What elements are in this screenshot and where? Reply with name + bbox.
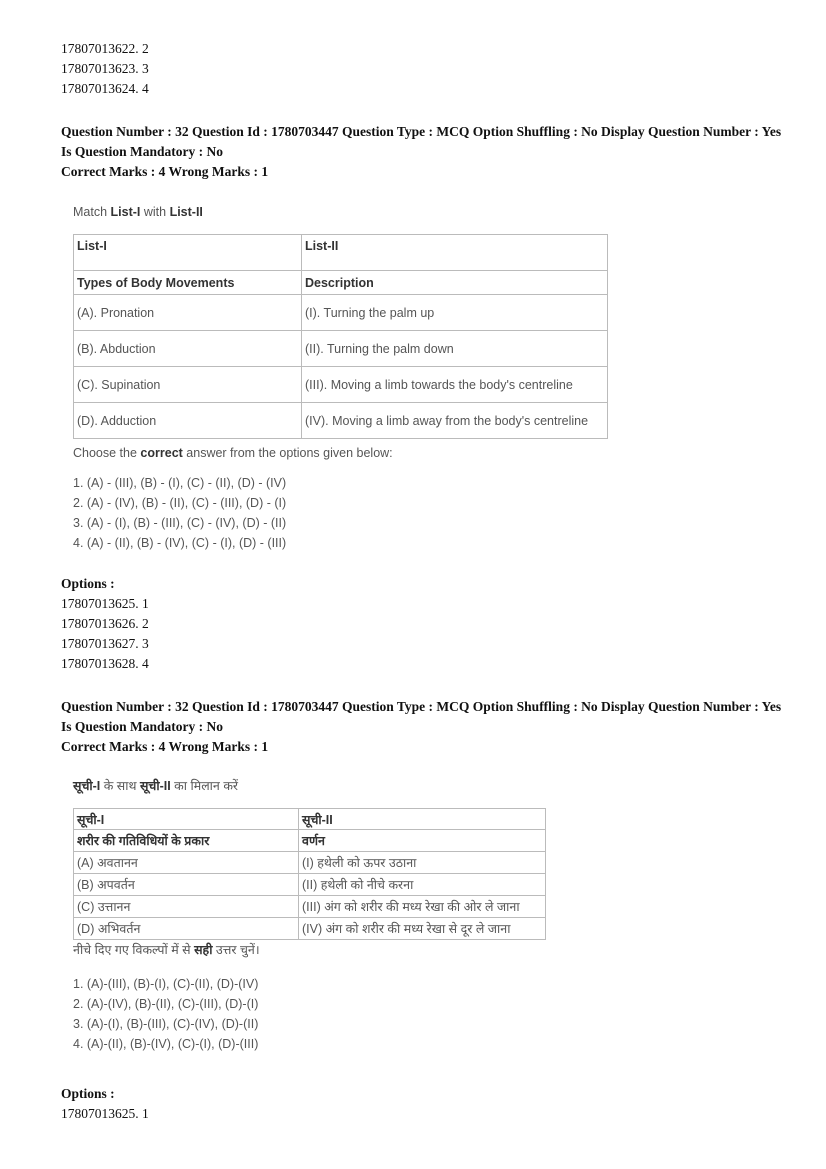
table-cell: (C) उत्तानन xyxy=(74,896,299,918)
table-row xyxy=(74,403,608,439)
top-options-list xyxy=(61,39,149,99)
answer-choice: 4. (A) - (II), (B) - (IV), (C) - (I), (D) - (III) xyxy=(73,536,287,550)
choose-instruction: नीचे दिए गए विकल्पों में से सही उत्तर चुनें। xyxy=(73,943,260,957)
answer-choice: 2. (A)-(IV), (B)-(II), (C)-(III), (D)-(I) xyxy=(73,997,259,1011)
answer-choice: 3. (A) - (I), (B) - (III), (C) - (IV), (D) - (II) xyxy=(73,516,287,530)
table-row xyxy=(74,918,546,940)
table-row xyxy=(74,874,546,896)
table-col2-title: सूची-II xyxy=(299,809,546,830)
option-line: 17807013625. 1 xyxy=(61,1106,149,1121)
table-cell: (I). Turning the palm up xyxy=(302,295,608,331)
answer-choice: 2. (A) - (IV), (B) - (II), (C) - (III), (D) - (I) xyxy=(73,496,287,510)
question-image-english xyxy=(73,204,608,553)
table-cell: (A) अवतानन xyxy=(74,852,299,874)
table-col1-header: शरीर की गतिविधियों के प्रकार xyxy=(74,830,299,852)
table-row xyxy=(74,331,608,367)
table-cell: (B). Abduction xyxy=(74,331,302,367)
table-cell: (II). Turning the palm down xyxy=(302,331,608,367)
table-cell: (IV) अंग को शरीर की मध्य रेखा से दूर ले जाना xyxy=(299,918,546,940)
table-row xyxy=(74,367,608,403)
options-section xyxy=(61,574,149,674)
option-line: 17807013627. 3 xyxy=(61,636,149,651)
question-mandatory: Is Question Mandatory : No xyxy=(61,144,224,159)
table-col1-title: सूची-I xyxy=(74,809,299,830)
table-cell: (IV). Moving a limb away from the body's centreline xyxy=(302,403,608,439)
table-cell: (B) अपवर्तन xyxy=(74,874,299,896)
table-col1-header: Types of Body Movements xyxy=(74,271,302,295)
question-prompt: सूची-I के साथ सूची-II का मिलान करें xyxy=(73,779,239,793)
options-section xyxy=(61,1084,149,1124)
question-mandatory: Is Question Mandatory : No xyxy=(61,719,224,734)
question-prompt: Match List-I with List-II xyxy=(73,205,203,219)
option-line: 17807013628. 4 xyxy=(61,656,149,671)
question-meta: Question Number : 32 Question Id : 1780703447 Question Type : MCQ Option Shuffling : No Display Question Number : Yes xyxy=(61,124,782,139)
table-col2-header: Description xyxy=(302,271,608,295)
option-line: 17807013622. 2 xyxy=(61,41,149,56)
answer-choice: 1. (A)-(III), (B)-(I), (C)-(II), (D)-(IV) xyxy=(73,977,259,991)
table-cell: (III) अंग को शरीर की मध्य रेखा की ओर ले जाना xyxy=(299,896,546,918)
option-line: 17807013624. 4 xyxy=(61,81,149,96)
answer-choices xyxy=(73,473,608,553)
table-row xyxy=(74,295,608,331)
question-marks: Correct Marks : 4 Wrong Marks : 1 xyxy=(61,164,269,179)
match-table xyxy=(73,808,546,940)
options-label: Options : xyxy=(61,576,115,591)
table-cell: (I) हथेली को ऊपर उठाना xyxy=(299,852,546,874)
table-cell: (III). Moving a limb towards the body's centreline xyxy=(302,367,608,403)
options-label: Options : xyxy=(61,1086,115,1101)
table-cell: (D) अभिवर्तन xyxy=(74,918,299,940)
question-marks: Correct Marks : 4 Wrong Marks : 1 xyxy=(61,739,269,754)
table-col1-title: List-I xyxy=(74,235,302,271)
table-row xyxy=(74,852,546,874)
table-cell: (A). Pronation xyxy=(74,295,302,331)
answer-choice: 3. (A)-(I), (B)-(III), (C)-(IV), (D)-(II) xyxy=(73,1017,259,1031)
question-header xyxy=(61,697,781,757)
table-col2-title: List-II xyxy=(302,235,608,271)
table-col2-header: वर्णन xyxy=(299,830,546,852)
table-cell: (II) हथेली को नीचे करना xyxy=(299,874,546,896)
answer-choices xyxy=(73,974,546,1054)
option-line: 17807013626. 2 xyxy=(61,616,149,631)
match-table xyxy=(73,234,608,439)
choose-instruction: Choose the correct answer from the options given below: xyxy=(73,446,393,460)
answer-choice: 4. (A)-(II), (B)-(IV), (C)-(I), (D)-(III) xyxy=(73,1037,259,1051)
table-cell: (D). Adduction xyxy=(74,403,302,439)
table-row xyxy=(74,896,546,918)
option-line: 17807013625. 1 xyxy=(61,596,149,611)
question-header xyxy=(61,122,781,182)
question-image-hindi xyxy=(73,776,546,1054)
answer-choice: 1. (A) - (III), (B) - (I), (C) - (II), (D) - (IV) xyxy=(73,476,287,490)
option-line: 17807013623. 3 xyxy=(61,61,149,76)
table-cell: (C). Supination xyxy=(74,367,302,403)
question-meta: Question Number : 32 Question Id : 1780703447 Question Type : MCQ Option Shuffling : No Display Question Number : Yes xyxy=(61,699,782,714)
